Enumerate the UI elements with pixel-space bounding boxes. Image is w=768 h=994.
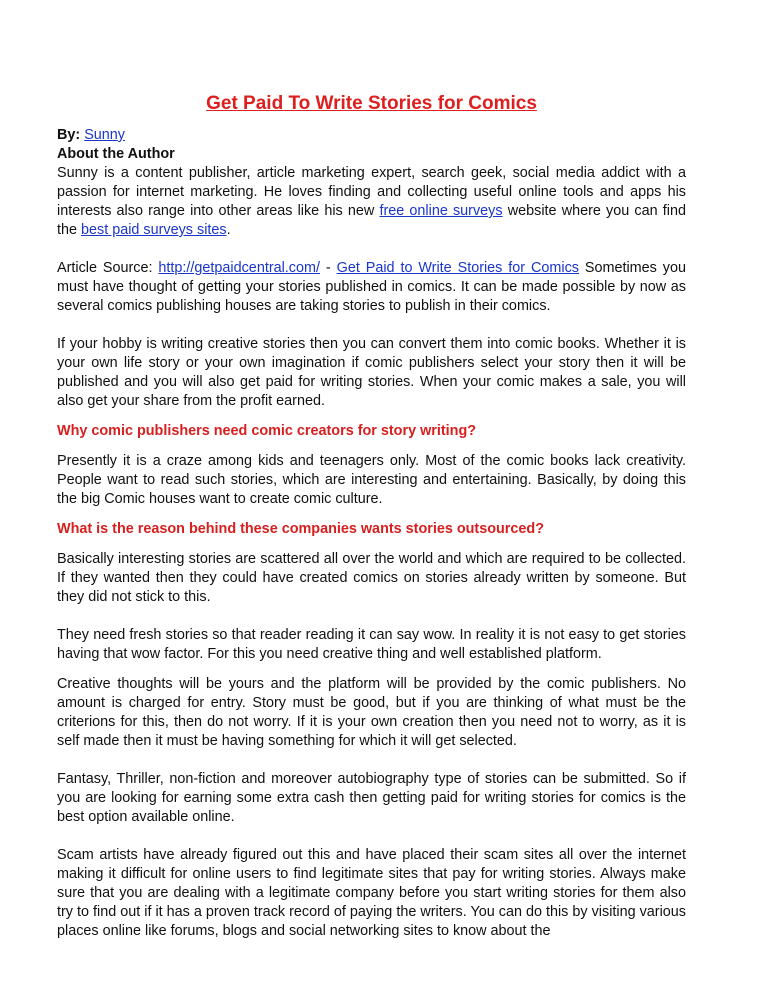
reason-heading: What is the reason behind these companies wants stories outsourced? bbox=[57, 521, 544, 537]
author-link[interactable]: Sunny bbox=[84, 127, 126, 143]
about-heading: About the Author bbox=[57, 146, 175, 162]
fantasy-paragraph: Fantasy, Thriller, non-fiction and moreover autobiography type of stories can be submitted. So if you are looking for earning some extra cash then getting paid for writing stories for comics is the best option available online. bbox=[57, 771, 686, 825]
creative-paragraph: Creative thoughts will be yours and the platform will be provided by the comic publishers. No amount is charged for entry. Story must be good, but if you are thinking of what must be the criterions for this, then do not worry. If it is your own creation then you need not to worry, as it is self made then it must be having something for which it will get selected. bbox=[57, 676, 686, 749]
article-title-link[interactable]: Get Paid to Write Stories for Comics bbox=[336, 260, 579, 276]
scam-paragraph: Scam artists have already figured out this and have placed their scam sites all over the internet making it difficult for online users to find legitimate sites that pay for writing stories. Always make sure that you are dealing with a legitimate company before you start writing stories for them also try to find out if it has a proven track record of paying the writers. You can do this by visiting various places online like forums, blogs and social networking sites to know about the bbox=[57, 847, 686, 939]
document-title: Get Paid To Write Stories for Comics bbox=[206, 93, 537, 114]
byline bbox=[57, 126, 686, 145]
why-heading: Why comic publishers need comic creators for story writing? bbox=[57, 423, 477, 439]
about-paragraph bbox=[57, 164, 686, 240]
source-separator: - bbox=[320, 260, 337, 276]
about-text-2: website where you can find the bbox=[57, 203, 686, 238]
about-text-1: Sunny is a content publisher, article marketing expert, search geek, social media addict with a passion for internet marketing. He loves finding and collecting useful online tools and apps his interests also range into other areas like his new bbox=[57, 165, 686, 219]
source-url-link[interactable]: http://getpaidcentral.com/ bbox=[158, 260, 320, 276]
best-paid-surveys-link[interactable]: best paid surveys sites bbox=[81, 222, 227, 238]
article-source-paragraph bbox=[57, 259, 686, 316]
free-online-surveys-link[interactable]: free online surveys bbox=[379, 203, 503, 219]
hobby-paragraph: If your hobby is writing creative stories then you can convert them into comic books. Whether it is your own life story or your own imagination if comic publishers select your story then it will be published and you will also get paid for writing stories. When your comic makes a sale, you will also get your share from the profit earned. bbox=[57, 336, 686, 409]
source-label: Article Source: bbox=[57, 260, 159, 276]
byline-label: By: bbox=[57, 127, 81, 143]
fresh-paragraph: They need fresh stories so that reader reading it can say wow. In reality it is not easy to get stories having that wow factor. For this you need creative thing and well established platform. bbox=[57, 627, 686, 662]
scattered-paragraph: Basically interesting stories are scattered all over the world and which are required to be collected. If they wanted then they could have created comics on stories already written by someone. But they did not stick to this. bbox=[57, 551, 686, 605]
craze-paragraph: Presently it is a craze among kids and teenagers only. Most of the comic books lack creativity. People want to read such stories, which are interesting and entertaining. Basically, by doing this the big Comic houses want to create comic culture. bbox=[57, 453, 686, 507]
source-text: Sometimes you must have thought of getting your stories published in comics. It can be made possible by now as several comics publishing houses are taking stories to publish in their comics. bbox=[57, 260, 686, 314]
about-text-3: . bbox=[226, 222, 231, 238]
